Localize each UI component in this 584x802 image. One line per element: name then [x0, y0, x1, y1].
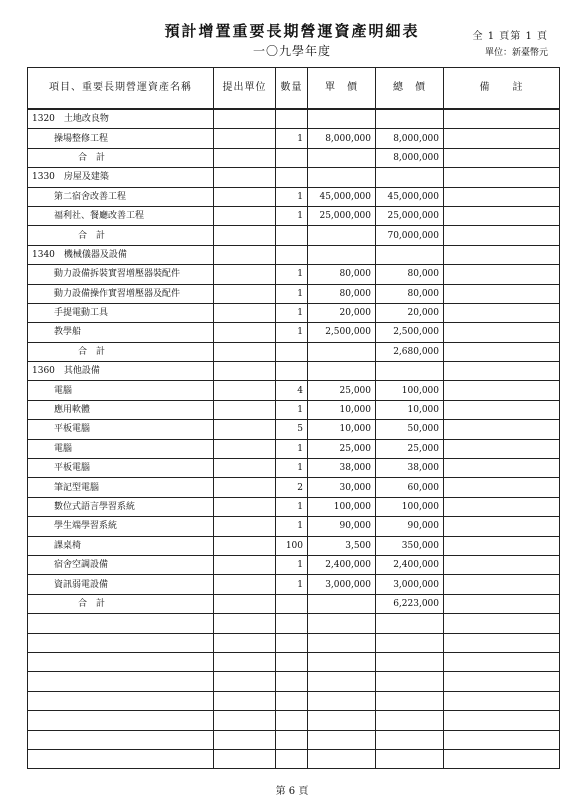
- empty-cell: [444, 633, 560, 652]
- cell-remark: [444, 323, 560, 342]
- table-body: [28, 109, 560, 769]
- cell-qty: 1: [276, 400, 308, 419]
- cell-qty: 1: [276, 129, 308, 148]
- cell-price: 100,000: [308, 497, 376, 516]
- cell-qty: [276, 226, 308, 245]
- cell-remark: [444, 594, 560, 613]
- cell-name: 第二宿舍改善工程: [28, 187, 214, 206]
- cell-total: [376, 362, 444, 381]
- cell-price: [308, 148, 376, 167]
- cell-remark: [444, 497, 560, 516]
- cell-total: 100,000: [376, 381, 444, 400]
- cell-price: 90,000: [308, 517, 376, 536]
- empty-row: [28, 711, 560, 730]
- cell-name: 應用軟體: [28, 400, 214, 419]
- table-row: [28, 187, 560, 206]
- cell-name: 平板電腦: [28, 459, 214, 478]
- cell-total: 8,000,000: [376, 148, 444, 167]
- empty-cell: [276, 711, 308, 730]
- empty-cell: [444, 711, 560, 730]
- category-row: [28, 109, 560, 129]
- cell-unit: [214, 362, 276, 381]
- cell-total: 100,000: [376, 497, 444, 516]
- cell-remark: [444, 555, 560, 574]
- empty-row: [28, 691, 560, 710]
- table-row: [28, 497, 560, 516]
- cell-qty: 1: [276, 575, 308, 594]
- cell-total: 2,680,000: [376, 342, 444, 361]
- cell-qty: 1: [276, 323, 308, 342]
- table-row: [28, 400, 560, 419]
- cell-qty: 1: [276, 265, 308, 284]
- cell-qty: 1: [276, 187, 308, 206]
- cell-price: [308, 226, 376, 245]
- empty-cell: [214, 633, 276, 652]
- empty-cell: [28, 691, 214, 710]
- empty-cell: [276, 672, 308, 691]
- cell-remark: [444, 168, 560, 187]
- cell-price: 10,000: [308, 400, 376, 419]
- cell-name: 1330 房屋及建築: [28, 168, 214, 187]
- empty-cell: [308, 633, 376, 652]
- cell-qty: 100: [276, 536, 308, 555]
- table-row: [28, 129, 560, 148]
- cell-unit: [214, 459, 276, 478]
- cell-remark: [444, 420, 560, 439]
- empty-cell: [276, 614, 308, 633]
- cell-qty: 1: [276, 459, 308, 478]
- cell-name: 福利社、餐廳改善工程: [28, 206, 214, 225]
- cell-qty: 1: [276, 555, 308, 574]
- cell-unit: [214, 497, 276, 516]
- empty-row: [28, 749, 560, 768]
- empty-cell: [214, 749, 276, 768]
- table-row: [28, 381, 560, 400]
- empty-row: [28, 652, 560, 671]
- empty-cell: [276, 730, 308, 749]
- empty-row: [28, 633, 560, 652]
- cell-name: 合計: [28, 594, 214, 613]
- empty-cell: [308, 730, 376, 749]
- cell-qty: 2: [276, 478, 308, 497]
- cell-remark: [444, 303, 560, 322]
- cell-unit: [214, 400, 276, 419]
- cell-total: 8,000,000: [376, 129, 444, 148]
- cell-name: 合計: [28, 226, 214, 245]
- cell-qty: 4: [276, 381, 308, 400]
- cell-name: 動力設備操作實習增壓器及配件: [28, 284, 214, 303]
- cell-remark: [444, 517, 560, 536]
- cell-name: 合計: [28, 342, 214, 361]
- cell-unit: [214, 265, 276, 284]
- cell-unit: [214, 168, 276, 187]
- empty-cell: [214, 691, 276, 710]
- empty-cell: [276, 652, 308, 671]
- category-row: [28, 245, 560, 264]
- cell-remark: [444, 362, 560, 381]
- cell-price: [308, 594, 376, 613]
- cell-remark: [444, 129, 560, 148]
- column-header-remark: 備 註: [444, 68, 560, 110]
- cell-remark: [444, 478, 560, 497]
- empty-cell: [276, 633, 308, 652]
- cell-remark: [444, 187, 560, 206]
- table-header-row: [28, 68, 560, 110]
- cell-name: 宿舍空調設備: [28, 555, 214, 574]
- subtotal-row: [28, 594, 560, 613]
- empty-cell: [214, 614, 276, 633]
- empty-cell: [214, 652, 276, 671]
- cell-remark: [444, 459, 560, 478]
- cell-price: 25,000,000: [308, 206, 376, 225]
- column-header-unit: 提出單位: [214, 68, 276, 110]
- cell-unit: [214, 594, 276, 613]
- cell-unit: [214, 575, 276, 594]
- cell-qty: 5: [276, 420, 308, 439]
- page-count: 全 1 頁第 1 頁: [472, 31, 548, 42]
- cell-qty: [276, 109, 308, 129]
- cell-name: 數位式語言學習系統: [28, 497, 214, 516]
- empty-cell: [28, 730, 214, 749]
- empty-cell: [376, 652, 444, 671]
- cell-total: [376, 168, 444, 187]
- empty-cell: [276, 691, 308, 710]
- cell-name: 電腦: [28, 439, 214, 458]
- cell-qty: [276, 245, 308, 264]
- table-row: [28, 284, 560, 303]
- table-row: [28, 323, 560, 342]
- empty-cell: [444, 672, 560, 691]
- subtotal-row: [28, 226, 560, 245]
- cell-remark: [444, 439, 560, 458]
- cell-name: 電腦: [28, 381, 214, 400]
- cell-price: 20,000: [308, 303, 376, 322]
- cell-name: 合計: [28, 148, 214, 167]
- table-row: [28, 478, 560, 497]
- empty-cell: [308, 672, 376, 691]
- empty-cell: [376, 749, 444, 768]
- cell-name: 學生端學習系統: [28, 517, 214, 536]
- cell-remark: [444, 265, 560, 284]
- cell-unit: [214, 536, 276, 555]
- cell-name: 課桌椅: [28, 536, 214, 555]
- cell-qty: 1: [276, 497, 308, 516]
- cell-total: 80,000: [376, 284, 444, 303]
- empty-cell: [28, 633, 214, 652]
- empty-cell: [28, 652, 214, 671]
- cell-total: 80,000: [376, 265, 444, 284]
- cell-total: 350,000: [376, 536, 444, 555]
- cell-unit: [214, 420, 276, 439]
- cell-remark: [444, 342, 560, 361]
- empty-cell: [214, 730, 276, 749]
- cell-unit: [214, 323, 276, 342]
- empty-row: [28, 672, 560, 691]
- table-row: [28, 459, 560, 478]
- table-row: [28, 555, 560, 574]
- empty-cell: [376, 730, 444, 749]
- cell-qty: [276, 148, 308, 167]
- empty-row: [28, 614, 560, 633]
- empty-cell: [28, 749, 214, 768]
- empty-cell: [28, 614, 214, 633]
- cell-qty: [276, 342, 308, 361]
- cell-name: 操場整修工程: [28, 129, 214, 148]
- cell-name: 動力設備拆裝實習增壓器裝配件: [28, 265, 214, 284]
- cell-price: 8,000,000: [308, 129, 376, 148]
- cell-remark: [444, 575, 560, 594]
- cell-unit: [214, 206, 276, 225]
- cell-price: 3,000,000: [308, 575, 376, 594]
- empty-cell: [376, 672, 444, 691]
- cell-qty: 1: [276, 303, 308, 322]
- cell-name: 平板電腦: [28, 420, 214, 439]
- column-header-price: 單 價: [308, 68, 376, 110]
- cell-price: 80,000: [308, 265, 376, 284]
- empty-cell: [376, 711, 444, 730]
- cell-unit: [214, 303, 276, 322]
- table-row: [28, 420, 560, 439]
- empty-cell: [276, 749, 308, 768]
- cell-price: 25,000: [308, 381, 376, 400]
- empty-cell: [444, 614, 560, 633]
- cell-total: 45,000,000: [376, 187, 444, 206]
- cell-unit: [214, 226, 276, 245]
- subtotal-row: [28, 148, 560, 167]
- cell-price: [308, 362, 376, 381]
- cell-unit: [214, 439, 276, 458]
- cell-qty: [276, 362, 308, 381]
- cell-total: 3,000,000: [376, 575, 444, 594]
- cell-price: [308, 342, 376, 361]
- cell-unit: [214, 148, 276, 167]
- cell-total: 90,000: [376, 517, 444, 536]
- cell-total: 2,400,000: [376, 555, 444, 574]
- cell-qty: 1: [276, 284, 308, 303]
- cell-total: 2,500,000: [376, 323, 444, 342]
- cell-price: [308, 109, 376, 129]
- cell-qty: 1: [276, 517, 308, 536]
- table-row: [28, 575, 560, 594]
- currency-unit: 單位：新臺幣元: [484, 48, 548, 58]
- cell-name: 筆記型電腦: [28, 478, 214, 497]
- cell-remark: [444, 400, 560, 419]
- empty-cell: [28, 711, 214, 730]
- subtotal-row: [28, 342, 560, 361]
- cell-total: [376, 109, 444, 129]
- cell-remark: [444, 381, 560, 400]
- category-row: [28, 168, 560, 187]
- cell-remark: [444, 245, 560, 264]
- empty-cell: [376, 633, 444, 652]
- empty-cell: [308, 652, 376, 671]
- cell-price: 2,500,000: [308, 323, 376, 342]
- cell-total: 10,000: [376, 400, 444, 419]
- cell-remark: [444, 109, 560, 129]
- cell-qty: [276, 594, 308, 613]
- empty-cell: [308, 749, 376, 768]
- empty-cell: [444, 749, 560, 768]
- page-subtitle: 一〇九學年度: [252, 44, 331, 58]
- cell-total: [376, 245, 444, 264]
- cell-remark: [444, 536, 560, 555]
- cell-price: [308, 245, 376, 264]
- cell-unit: [214, 342, 276, 361]
- column-header-name: 項目、重要長期營運資產名稱: [28, 68, 214, 110]
- empty-cell: [376, 691, 444, 710]
- asset-detail-table: [27, 67, 560, 769]
- empty-cell: [444, 691, 560, 710]
- cell-total: 25,000,000: [376, 206, 444, 225]
- cell-name: 手提電動工具: [28, 303, 214, 322]
- cell-qty: 1: [276, 206, 308, 225]
- column-header-qty: 數量: [276, 68, 308, 110]
- page-title: 預計增置重要長期營運資產明細表: [164, 22, 420, 40]
- empty-cell: [444, 652, 560, 671]
- cell-qty: 1: [276, 439, 308, 458]
- cell-price: 2,400,000: [308, 555, 376, 574]
- cell-name: 資訊弱電設備: [28, 575, 214, 594]
- cell-total: 20,000: [376, 303, 444, 322]
- cell-price: 30,000: [308, 478, 376, 497]
- cell-price: 25,000: [308, 439, 376, 458]
- cell-total: 25,000: [376, 439, 444, 458]
- empty-row: [28, 730, 560, 749]
- cell-unit: [214, 109, 276, 129]
- empty-cell: [308, 711, 376, 730]
- cell-remark: [444, 206, 560, 225]
- empty-cell: [308, 691, 376, 710]
- cell-qty: [276, 168, 308, 187]
- cell-price: 38,000: [308, 459, 376, 478]
- table-row: [28, 303, 560, 322]
- cell-remark: [444, 284, 560, 303]
- cell-total: 60,000: [376, 478, 444, 497]
- cell-price: 3,500: [308, 536, 376, 555]
- cell-unit: [214, 284, 276, 303]
- cell-name: 1340 機械儀器及設備: [28, 245, 214, 264]
- empty-cell: [308, 614, 376, 633]
- empty-cell: [214, 711, 276, 730]
- cell-name: 1320 土地改良物: [28, 109, 214, 129]
- empty-cell: [214, 672, 276, 691]
- cell-price: [308, 168, 376, 187]
- cell-total: 6,223,000: [376, 594, 444, 613]
- cell-price: 10,000: [308, 420, 376, 439]
- cell-total: 50,000: [376, 420, 444, 439]
- cell-remark: [444, 226, 560, 245]
- cell-total: 70,000,000: [376, 226, 444, 245]
- table-row: [28, 265, 560, 284]
- category-row: [28, 362, 560, 381]
- empty-cell: [28, 672, 214, 691]
- cell-unit: [214, 129, 276, 148]
- cell-unit: [214, 381, 276, 400]
- cell-name: 1360 其他設備: [28, 362, 214, 381]
- cell-unit: [214, 478, 276, 497]
- cell-unit: [214, 187, 276, 206]
- table-row: [28, 517, 560, 536]
- cell-unit: [214, 555, 276, 574]
- column-header-total: 總 價: [376, 68, 444, 110]
- table-row: [28, 536, 560, 555]
- page-number: 第 6 頁: [275, 786, 309, 797]
- empty-cell: [444, 730, 560, 749]
- cell-total: 38,000: [376, 459, 444, 478]
- table-row: [28, 439, 560, 458]
- cell-unit: [214, 517, 276, 536]
- empty-cell: [376, 614, 444, 633]
- cell-remark: [444, 148, 560, 167]
- cell-name: 教學船: [28, 323, 214, 342]
- cell-price: 80,000: [308, 284, 376, 303]
- cell-price: 45,000,000: [308, 187, 376, 206]
- cell-unit: [214, 245, 276, 264]
- table-row: [28, 206, 560, 225]
